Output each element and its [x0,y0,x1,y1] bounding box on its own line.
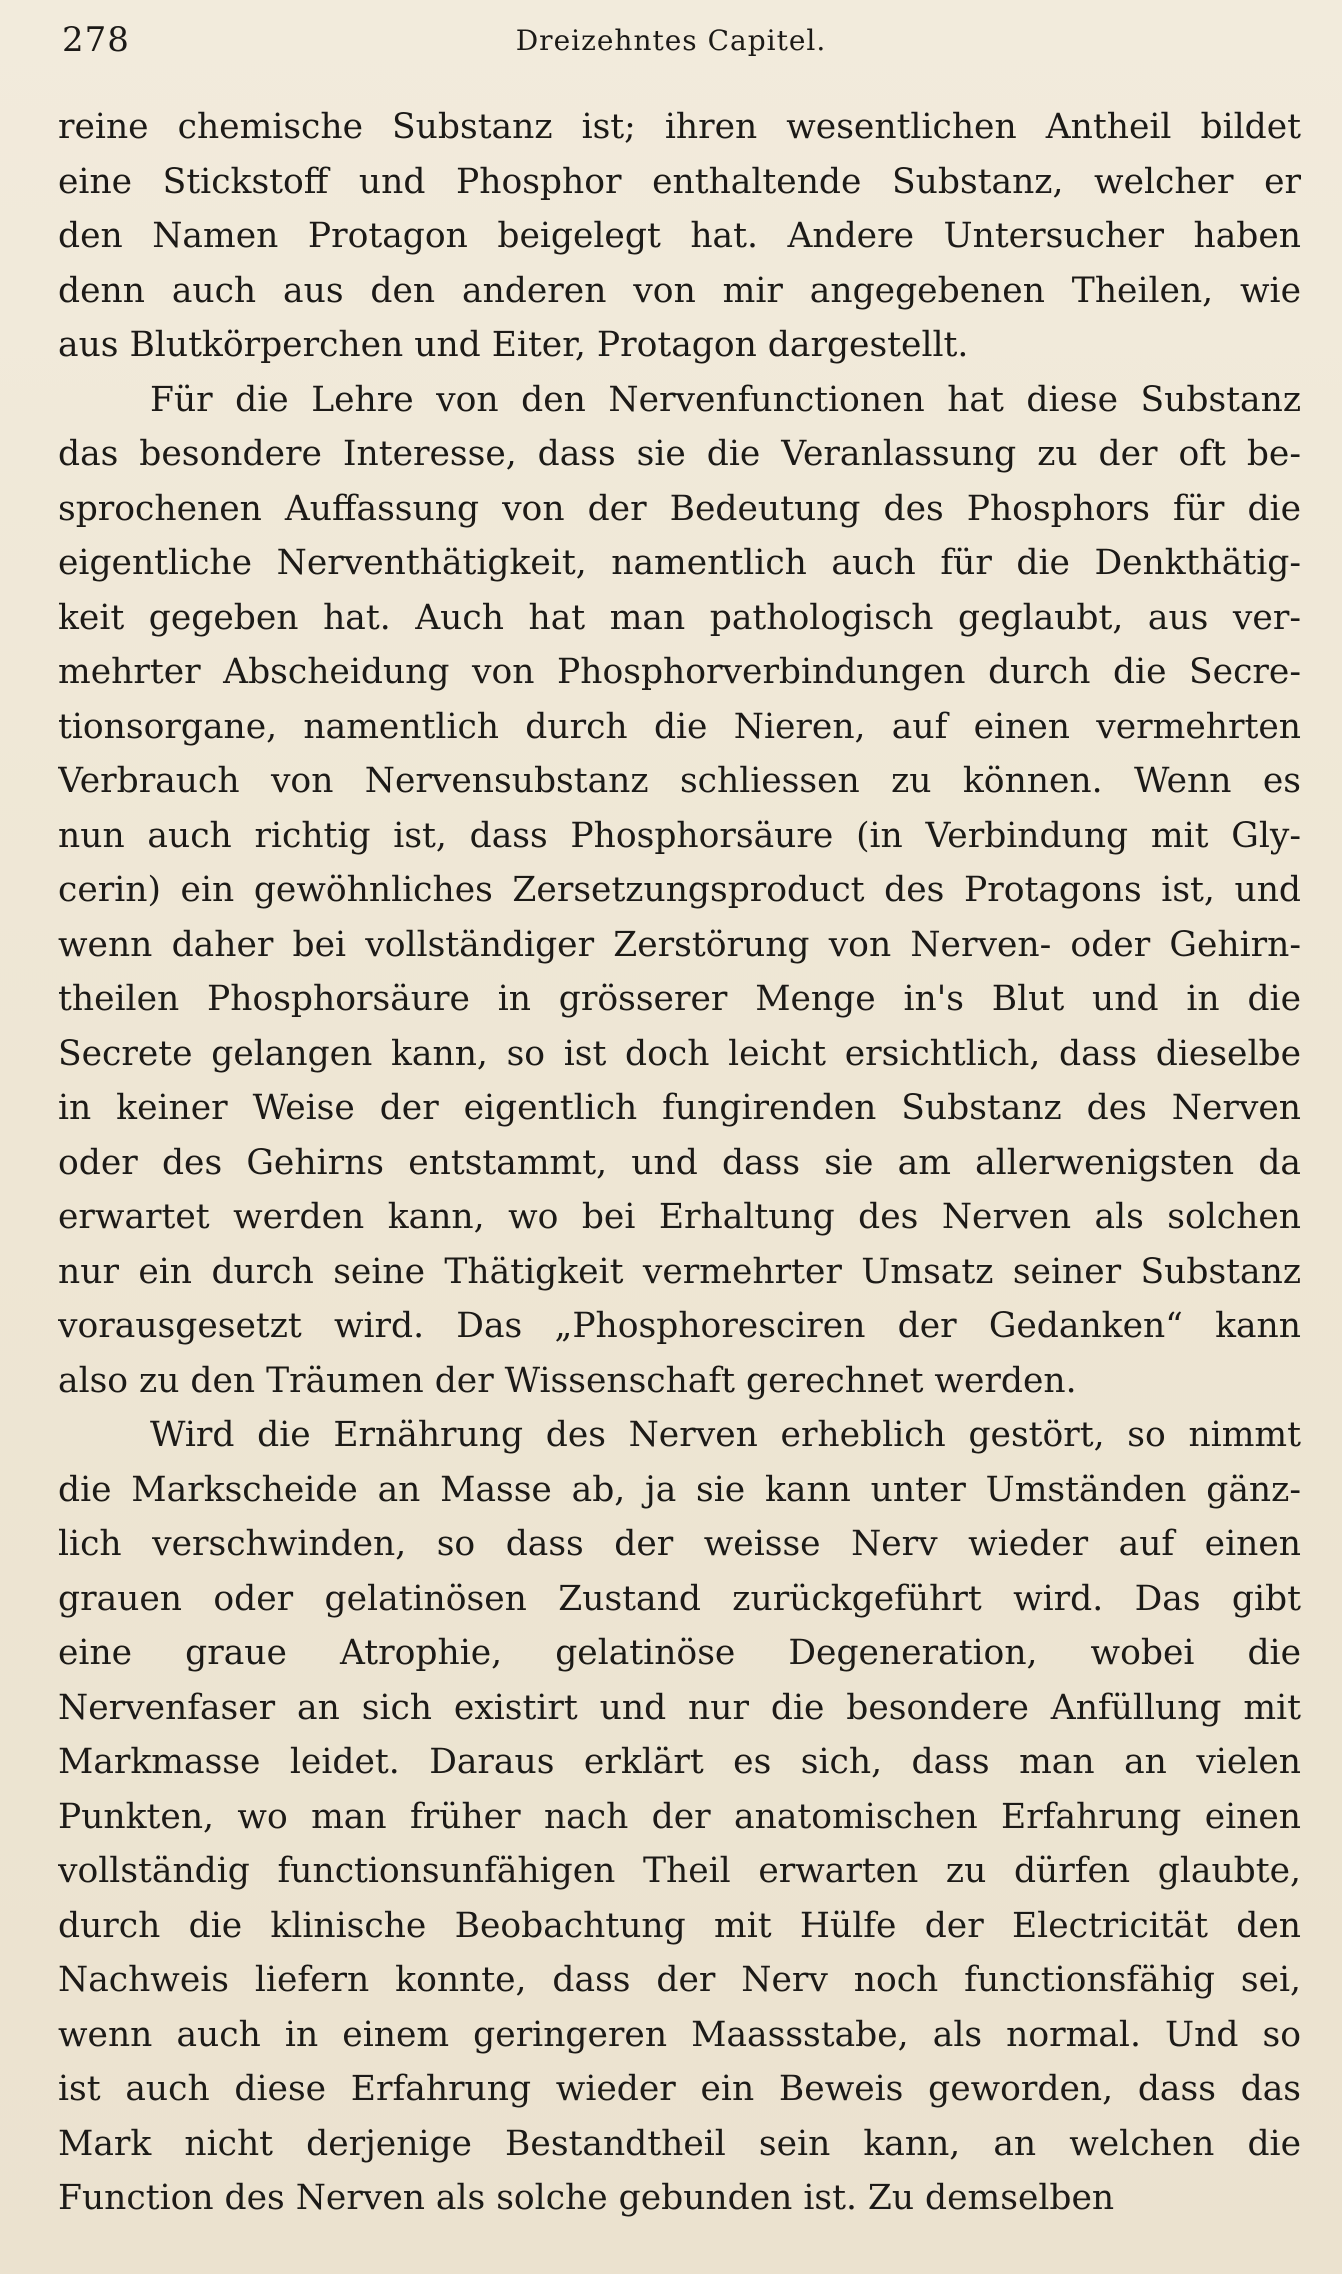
text-line: oder des Gehirns entstammt, und dass sie am allerwenigsten da [58,1142,1301,1183]
text-line: ist auch diese Erfahrung wieder ein Beweis geworden, dass das [58,2069,1301,2109]
text-line: die Markscheide an Masse ab, ja sie kann unter Umständen gänz- [58,1469,1301,1510]
text-line: grauen oder gelatinösen Zustand zurückgeführt wird. Das gibt [58,1578,1301,1619]
text-line: keit gegeben hat. Auch hat man pathologisch geglaubt, aus ver- [58,597,1301,638]
text-line: durch die klinische Beobachtung mit Hülfe der Electricität den [58,1905,1301,1946]
text-line: Für die Lehre von den Nervenfunctionen hat diese Substanz [150,379,1301,420]
text-line: lich verschwinden, so dass der weisse Nerv wieder auf einen [58,1524,1301,1564]
text-line: erwartet werden kann, wo bei Erhaltung des Nerven als solchen [58,1197,1301,1237]
paragraph [58,373,1301,1409]
text-line: Nervenfaser an sich existirt und nur die besondere Anfüllung mit [58,1687,1301,1728]
paragraph [58,100,1301,373]
text-line: das besondere Interesse, dass sie die Veranlassung zu der oft be- [58,434,1301,474]
text-line: mehrter Abscheidung von Phosphorverbindungen durch die Secre- [58,652,1301,692]
text-line: eine Stickstoff und Phosphor enthaltende Substanz, welcher er [58,161,1301,202]
text-line: vorausgesetzt wird. Das „Phosphoresciren der Gedanken“ kann [58,1306,1301,1346]
text-line: theilen Phosphorsäure in grösserer Menge in's Blut und in die [58,979,1301,1019]
text-line: also zu den Träumen der Wissenschaft gerechnet werden. [58,1360,1077,1401]
text-line: denn auch aus den anderen von mir angegebenen Theilen, wie [58,270,1301,311]
text-line: wenn daher bei vollständiger Zerstörung von Nerven- oder Gehirn- [58,924,1301,965]
text-line: nun auch richtig ist, dass Phosphorsäure (in Verbindung mit Gly- [58,815,1301,856]
text-line: sprochenen Auffassung von der Bedeutung des Phosphors für die [58,488,1301,529]
text-line: cerin) ein gewöhnliches Zersetzungsproduct des Protagons ist, und [58,870,1301,910]
page-header [62,18,1280,66]
text-line: in keiner Weise der eigentlich fungirenden Substanz des Nerven [58,1088,1301,1128]
text-line: Mark nicht derjenige Bestandtheil sein kann, an welchen die [58,2123,1301,2164]
text-line: reine chemische Substanz ist; ihren wesentlichen Antheil bildet [58,107,1301,147]
text-line: Nachweis liefern konnte, dass der Nerv noch functionsfähig sei, [58,1960,1301,2000]
text-line: eine graue Atrophie, gelatinöse Degeneration, wobei die [58,1633,1301,1673]
text-line: Markmasse leidet. Daraus erklärt es sich, dass man an vielen [58,1742,1301,1782]
text-line: Punkten, wo man früher nach der anatomischen Erfahrung einen [58,1796,1301,1837]
text-line: tionsorgane, namentlich durch die Nieren, auf einen vermehrten [58,706,1301,747]
text-line: Function des Nerven als solche gebunden ist. Zu demselben [58,2178,1115,2218]
text-line: Verbrauch von Nervensubstanz schliessen zu können. Wenn es [58,761,1301,801]
text-line: vollständig functionsunfähigen Theil erwarten zu dürfen glaubte, [58,1851,1301,1891]
page-number: 278 [62,20,130,60]
text-line: nur ein durch seine Thätigkeit vermehrter Umsatz seiner Substanz [58,1251,1301,1292]
text-line: Secrete gelangen kann, so ist doch leicht ersichtlich, dass dieselbe [58,1033,1301,1074]
body-text [58,100,1301,2226]
text-line: eigentliche Nerventhätigkeit, namentlich auch für die Denkthätig- [58,543,1301,583]
running-head: Dreizehntes Capitel. [515,24,827,57]
paragraph [58,1408,1301,2226]
text-line: den Namen Protagon beigelegt hat. Andere Untersucher haben [58,216,1301,256]
text-line: wenn auch in einem geringeren Maassstabe, als normal. Und so [58,2014,1301,2055]
text-line: Wird die Ernährung des Nerven erheblich gestört, so nimmt [150,1415,1301,1455]
text-line: aus Blutkörperchen und Eiter, Protagon dargestellt. [58,325,969,365]
